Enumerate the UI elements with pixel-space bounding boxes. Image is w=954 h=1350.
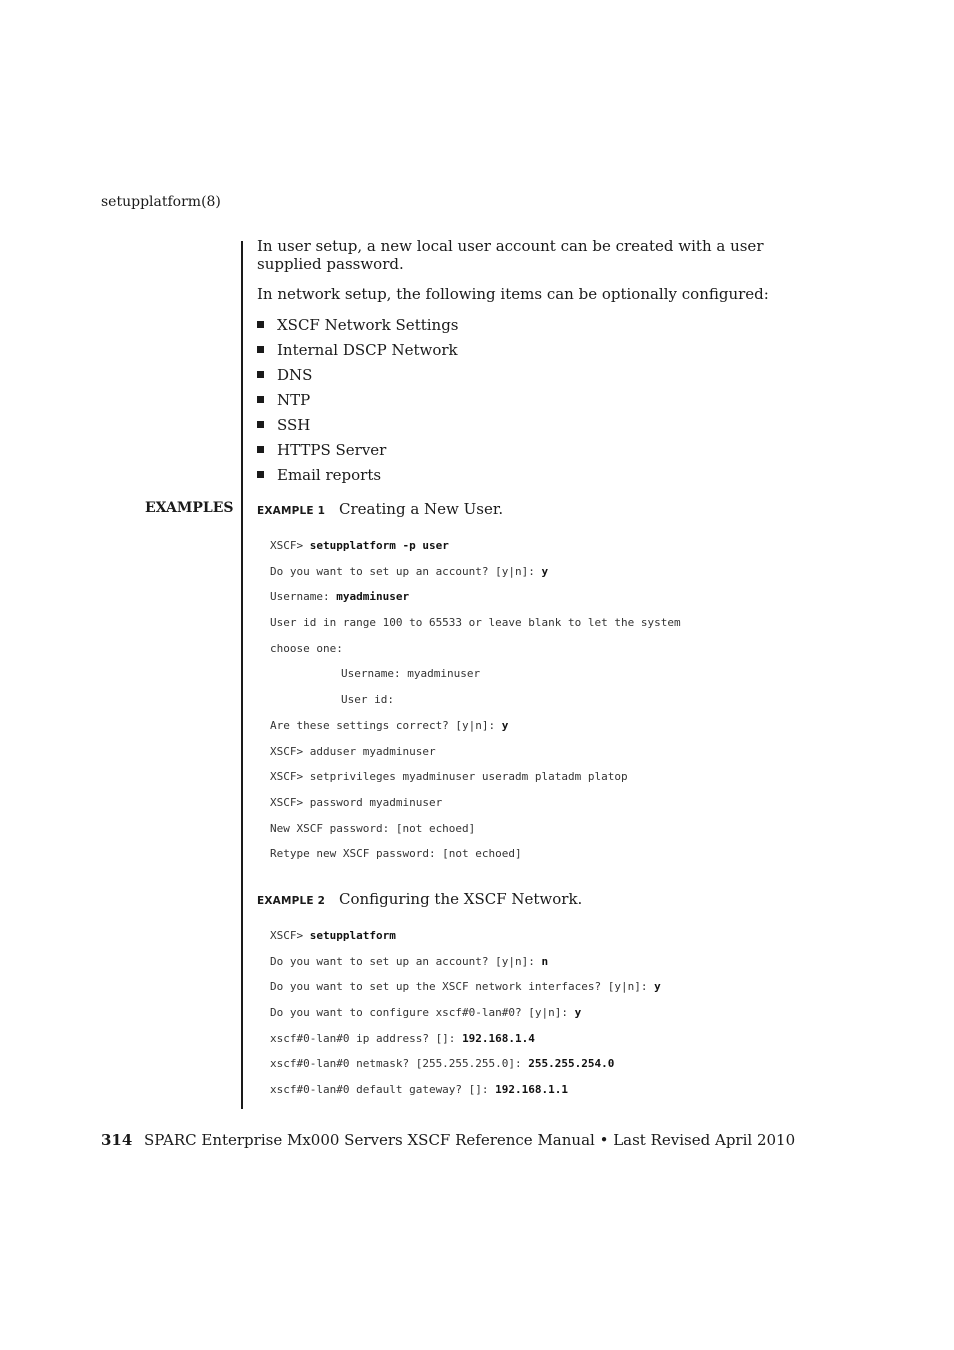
- list-item: NTP: [257, 387, 817, 412]
- example-2-label: EXAMPLE 2: [257, 895, 326, 907]
- list-item: Internal DSCP Network: [257, 337, 817, 362]
- example-1-label: EXAMPLE 1: [257, 505, 326, 517]
- code-text: choose one:: [270, 641, 343, 655]
- bullet-square-icon: [257, 421, 264, 428]
- code-text: User id:: [341, 693, 394, 707]
- code-user-input: 255.255.254.0: [528, 1057, 615, 1071]
- code-user-input: 192.168.1.1: [495, 1083, 569, 1097]
- code-user-input: setupplatform: [309, 929, 396, 942]
- description-body: [257, 237, 817, 487]
- bullet-square-icon: [257, 346, 264, 353]
- code-line: [270, 1081, 830, 1107]
- example-2-code: [270, 927, 830, 1107]
- network-items-list: [257, 312, 817, 487]
- code-line: [270, 794, 830, 820]
- code-user-input: setupplatform -p user: [309, 539, 449, 552]
- code-text: Retype new XSCF password: [not echoed]: [270, 847, 522, 861]
- code-line: [270, 953, 830, 979]
- code-text: xscf#0-lan#0 default gateway? []:: [270, 1083, 496, 1097]
- code-line: [270, 978, 830, 1004]
- code-user-input: y: [501, 718, 509, 732]
- example-1-title: [257, 500, 503, 518]
- code-text: New XSCF password: [not echoed]: [270, 821, 476, 835]
- code-user-input: y: [654, 980, 661, 994]
- code-line: [270, 665, 830, 691]
- code-line: [270, 820, 830, 846]
- code-text: Are these settings correct? [y|n]:: [270, 718, 502, 732]
- network-setup-paragraph: In network setup, the following items can be optionally configured:: [257, 285, 769, 303]
- code-line: [270, 614, 830, 640]
- section-rule: [241, 241, 243, 1109]
- code-text: User id in range 100 to 65533 or leave blank to let the system: [270, 616, 681, 630]
- bullet-square-icon: [257, 371, 264, 378]
- code-text: XSCF> password myadminuser: [270, 795, 443, 809]
- code-text: Username: myadminuser: [341, 667, 481, 681]
- list-item: SSH: [257, 412, 817, 437]
- example-1-code: [270, 537, 830, 871]
- list-item: HTTPS Server: [257, 437, 817, 462]
- code-text: Do you want to set up an account? [y|n]:: [270, 954, 542, 968]
- code-line: [270, 927, 830, 953]
- code-line: [270, 717, 830, 743]
- code-user-input: n: [541, 954, 549, 968]
- list-item: XSCF Network Settings: [257, 312, 817, 337]
- code-line: [270, 768, 830, 794]
- code-user-input: y: [574, 1006, 582, 1020]
- list-item: DNS: [257, 362, 817, 387]
- code-text: XSCF>: [270, 929, 310, 942]
- code-line: [270, 743, 830, 769]
- code-line: [270, 1030, 830, 1056]
- code-line: [270, 563, 830, 589]
- code-line: [270, 845, 830, 871]
- code-text: xscf#0-lan#0 ip address? []:: [270, 1031, 463, 1045]
- list-item: Email reports: [257, 462, 817, 487]
- code-line: [270, 1004, 830, 1030]
- code-text: Do you want to set up the XSCF network interfaces? [y|n]:: [270, 980, 655, 994]
- bullet-square-icon: [257, 396, 264, 403]
- footer-text: SPARC Enterprise Mx000 Servers XSCF Reference Manual • Last Revised April 2010: [144, 1131, 796, 1149]
- code-user-input: y: [541, 564, 549, 578]
- examples-heading: EXAMPLES: [145, 500, 234, 516]
- code-line: [270, 1055, 830, 1081]
- code-text: Do you want to configure xscf#0-lan#0? [y|n]:: [270, 1006, 575, 1020]
- code-text: xscf#0-lan#0 netmask? [255.255.255.0]:: [270, 1057, 529, 1071]
- bullet-square-icon: [257, 321, 264, 328]
- code-line: [270, 691, 830, 717]
- code-line: [270, 537, 830, 563]
- bullet-square-icon: [257, 471, 264, 478]
- code-text: Do you want to set up an account? [y|n]:: [270, 564, 542, 578]
- code-user-input: 192.168.1.4: [462, 1031, 535, 1045]
- code-text: XSCF> setprivileges myadminuser useradm platadm platop: [270, 770, 628, 784]
- example-2-title: [257, 890, 582, 908]
- page-number: 314: [101, 1131, 133, 1149]
- running-header: setupplatform(8): [101, 194, 221, 210]
- code-text: XSCF>: [270, 539, 310, 552]
- example-1-caption: Creating a New User.: [339, 500, 504, 518]
- code-line: [270, 640, 830, 666]
- code-text: XSCF> adduser myadminuser: [270, 744, 436, 758]
- page-footer: [101, 1131, 795, 1149]
- code-line: [270, 588, 830, 614]
- example-2-caption: Configuring the XSCF Network.: [339, 890, 583, 908]
- code-user-input: myadminuser: [336, 590, 410, 604]
- bullet-square-icon: [257, 446, 264, 453]
- user-setup-paragraph: In user setup, a new local user account can be created with a user supplied password.: [257, 237, 764, 273]
- code-text: Username:: [270, 590, 337, 604]
